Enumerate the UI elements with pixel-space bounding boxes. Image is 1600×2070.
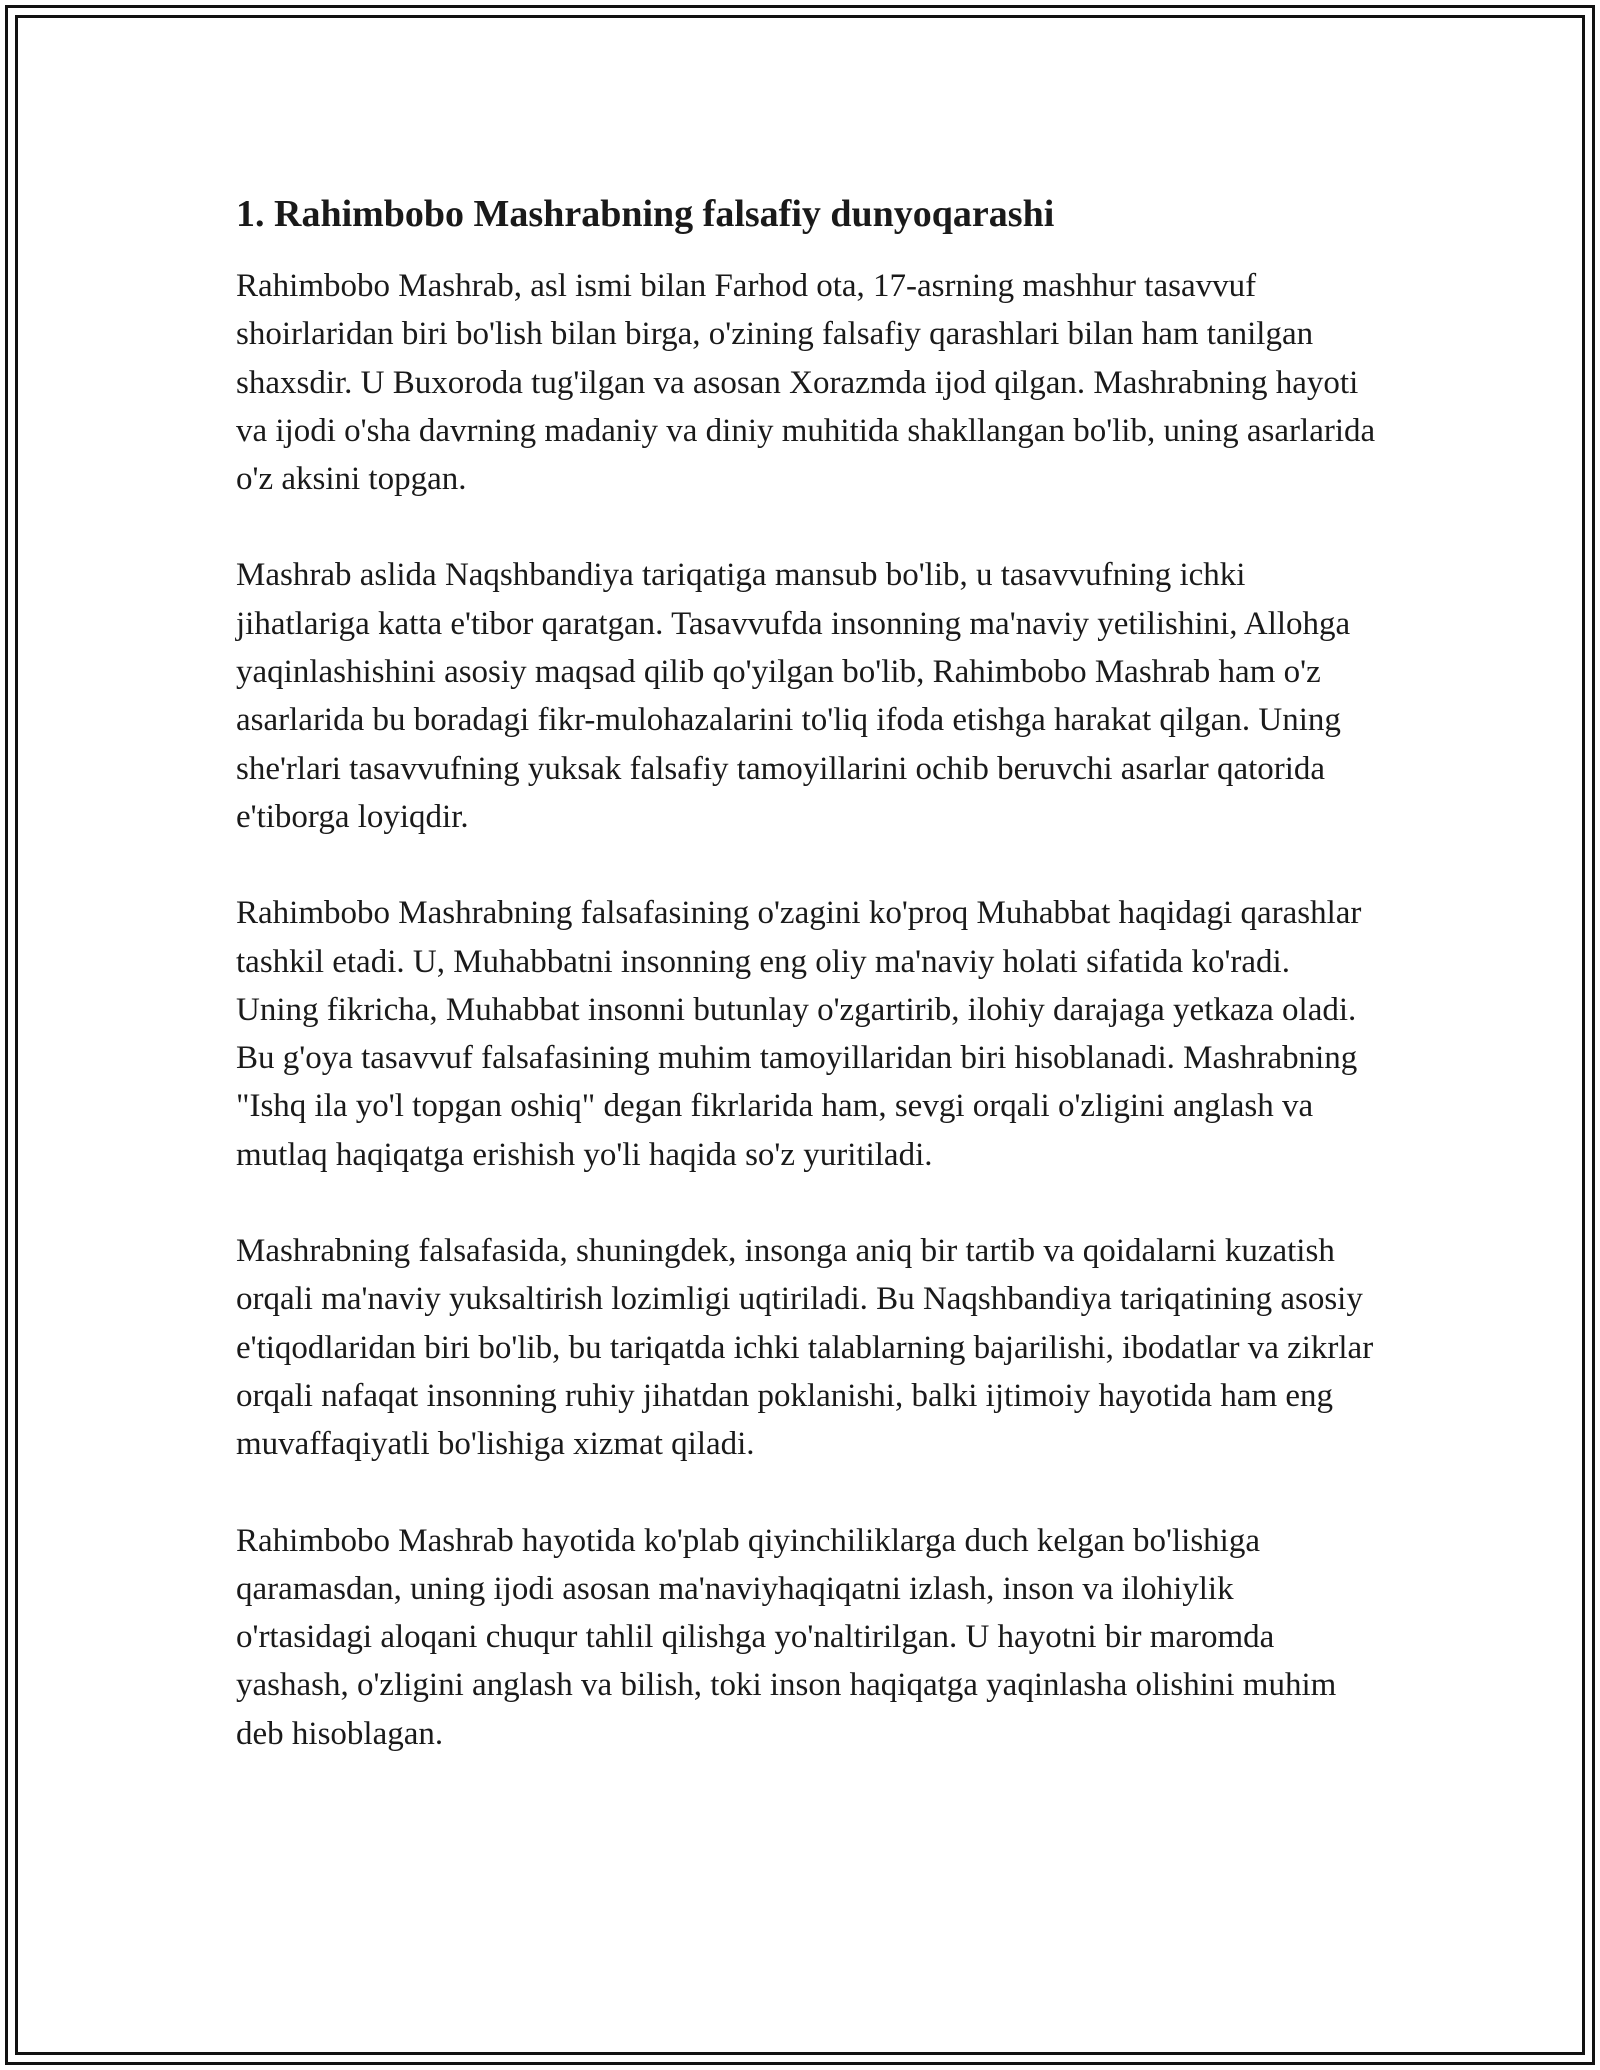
paragraph-1: Rahimbobo Mashrab, asl ismi bilan Farhod ota, 17-asrning mashhur tasavvuf shoirlaridan biri bo'lish bilan birga, o'zining falsafiy qarashlari bilan ham tanilgan shaxsdir. U Buxoroda tug'ilgan va asosan Xorazmda ijod qilgan. Mashrabning hayoti va ijodi o'sha davrning madaniy va diniy muhitida shakllangan bo'lib, uning asarlarida o'z aksini topgan. [236, 268, 1376, 498]
paragraph-3: Rahimbobo Mashrabning falsafasining o'zagini ko'proq Muhabbat haqidagi qarashlar tashkil etadi. U, Muhabbatni insonning eng oliy ma'naviy holati sifatida ko'radi. Uning fikricha, Muhabbat insonni butunlay o'zgartirib, ilohiy darajaga yetkaza oladi. Bu g'oya tasavvuf falsafasining muhim tamoyillaridan biri hisoblanadi. Mashrabning "Ishq ila yo'l topgan oshiq" degan fikrlarida ham, sevgi orqali o'zligini anglash va mutlaq haqiqatga erishish yo'li haqida so'z yuritiladi. [236, 895, 1362, 1173]
paragraph-2: Mashrab aslida Naqshbandiya tariqatiga mansub bo'lib, u tasavvufning ichki jihatlariga katta e'tibor qaratgan. Tasavvufda insonning ma'naviy yetilishini, Allohga yaqinlashishini asosiy maqsad qilib qo'yilgan bo'lib, Rahimbobo Mashrab ham o'z asarlarida bu boradagi fikr-mulohazalarini to'liq ifoda etishga harakat qilgan. Uning she'rlari tasavvufning yuksak falsafiy tamoyillarini ochib beruvchi asarlar qatorida e'tiborga loyiqdir. [236, 557, 1351, 835]
paragraph-5: Rahimbobo Mashrab hayotida ko'plab qiyinchiliklarga duch kelgan bo'lishiga qaramasdan, uning ijodi asosan ma'naviyhaqiqatni izlash, inson va ilohiylik o'rtasidagi aloqani chuqur tahlil qilishga yo'naltirilgan. U hayotni bir maromda yashash, o'zligini anglash va bilish, toki inson haqiqatga yaqinlasha olishini muhim deb hisoblagan. [236, 1522, 1337, 1752]
document-body [236, 190, 1376, 1806]
paragraph-4: Mashrabning falsafasida, shuningdek, insonga aniq bir tartib va qoidalarni kuzatish orqali ma'naviy yuksaltirish lozimligi uqtiriladi. Bu Naqshbandiya tariqatining asosiy e'tiqodlaridan biri bo'lib, bu tariqatda ichki talablarning bajarilishi, ibodatlar va zikrlar orqali nafaqat insonning ruhiy jihatdan poklanishi, balki ijtimoiy hayotida ham eng muvaffaqiyatli bo'lishiga xizmat qiladi. [236, 1233, 1374, 1463]
section-heading: 1. Rahimbobo Mashrabning falsafiy dunyoqarashi [236, 193, 1055, 235]
